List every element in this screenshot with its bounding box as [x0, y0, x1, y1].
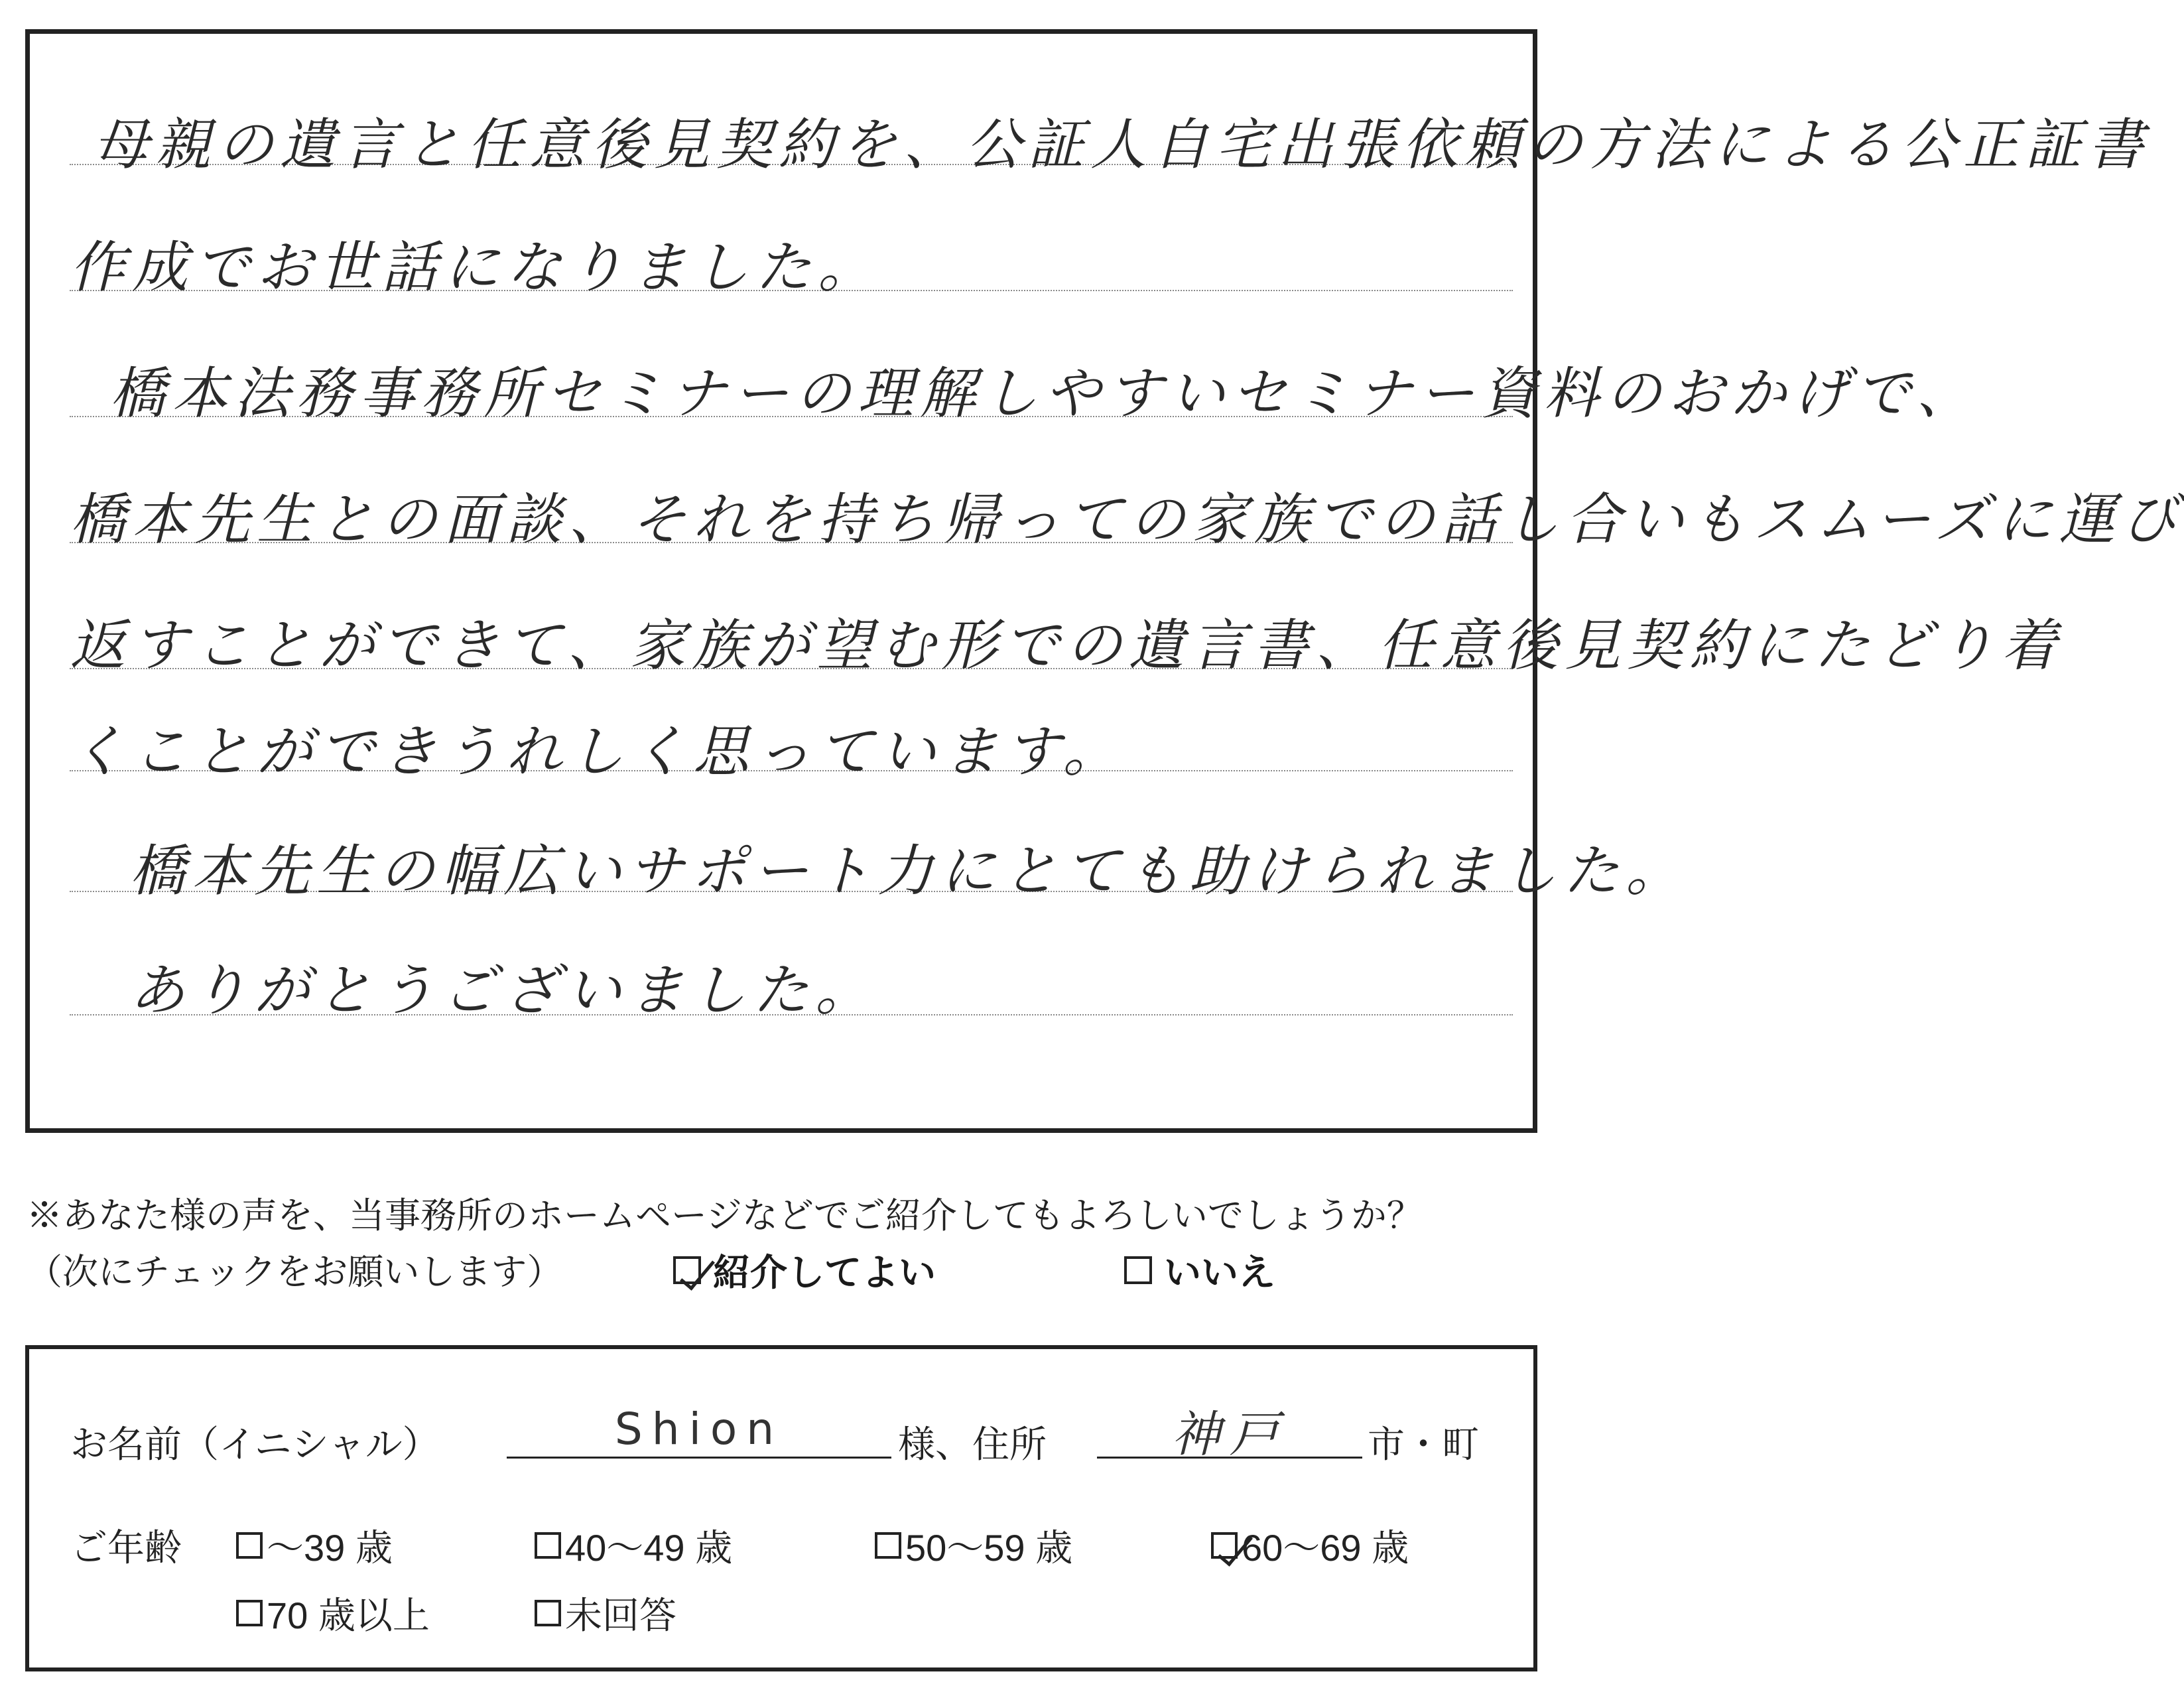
comment-line: 返すことができて、家族が望む形での遺言書、任意後見契約にたどり着: [70, 613, 2064, 678]
checkbox-checked-icon[interactable]: [673, 1256, 701, 1284]
checkbox-icon[interactable]: [875, 1532, 901, 1559]
comment-box: [25, 29, 2184, 1133]
age-option-50-59[interactable]: [875, 1519, 1072, 1572]
checkbox-icon[interactable]: [535, 1532, 561, 1559]
comment-line: くことができうれしく思っています。: [70, 719, 1125, 784]
consent-note: （次にチェックをお願いします）: [27, 1252, 563, 1292]
consent-option-no[interactable]: [1124, 1244, 1275, 1297]
age-option-label: 50～59 歳: [905, 1527, 1073, 1569]
sama-address-label: 様、住所: [898, 1423, 1047, 1465]
comment-line: ありがとうございました。: [129, 958, 878, 1023]
age-option-no-answer[interactable]: [535, 1587, 676, 1640]
age-option-70-plus[interactable]: [236, 1587, 430, 1640]
age-option-label: 40～49 歳: [565, 1527, 733, 1569]
age-option-label: 70 歳以上: [267, 1595, 430, 1636]
city-label: 市・町: [1368, 1423, 1479, 1465]
name-underline: [507, 1457, 891, 1459]
comment-line: 橋本法務事務所セミナーの理解しやすいセミナー資料のおかげで、: [109, 361, 1979, 426]
age-option-label: ～39 歳: [267, 1527, 393, 1569]
comment-line: 橋本先生との面談、それを持ち帰っての家族での話し合いもスムーズに運び: [70, 487, 2184, 552]
age-option-40-49[interactable]: [535, 1519, 732, 1572]
consent-option-label: いいえ: [1164, 1252, 1275, 1293]
address-value[interactable]: 神戸: [1171, 1406, 1288, 1463]
age-option-under-39[interactable]: [236, 1519, 393, 1572]
comment-line: 母親の遺言と任意後見契約を、公証人自宅出張依頼の方法による公正証書: [93, 112, 2151, 177]
checkbox-icon[interactable]: [1124, 1256, 1152, 1284]
age-option-label: 未回答: [565, 1595, 676, 1636]
checkbox-icon[interactable]: [236, 1600, 263, 1626]
age-option-label: 60～69 歳: [1242, 1527, 1409, 1569]
comment-line: 作成でお世話になりました。: [70, 235, 881, 300]
checkbox-icon[interactable]: [535, 1600, 561, 1626]
address-underline: [1097, 1457, 1362, 1459]
name-label: お名前（イニシャル）: [70, 1423, 440, 1465]
checkbox-icon[interactable]: [236, 1532, 263, 1559]
age-label: ご年齢: [70, 1527, 182, 1569]
consent-option-yes[interactable]: [673, 1244, 936, 1297]
consent-question: ※あなた様の声を、当事務所のホームページなどでご紹介してもよろしいでしょうか？: [27, 1196, 1423, 1236]
consent-row: [27, 1244, 1539, 1293]
consent-option-label: 紹介してよい: [713, 1252, 936, 1293]
name-value[interactable]: Shion: [614, 1404, 784, 1455]
checkbox-checked-icon[interactable]: [1211, 1532, 1238, 1559]
comment-line: 橋本先生の幅広いサポート力にとても助けられました。: [129, 838, 1689, 903]
info-box: [25, 1345, 1537, 1671]
age-option-60-69[interactable]: [1211, 1519, 1409, 1572]
